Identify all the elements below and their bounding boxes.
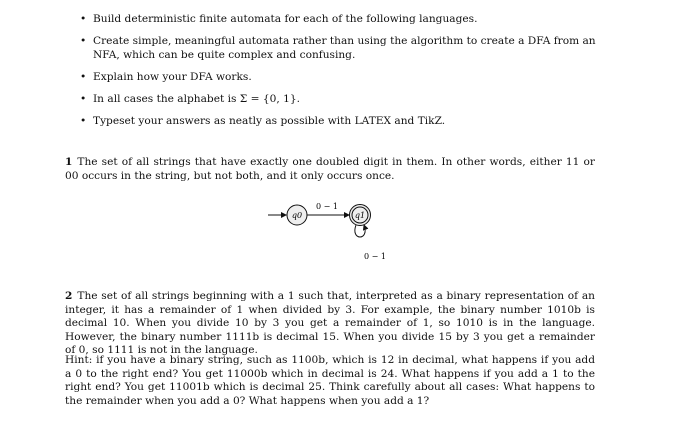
problem-number: 2 (65, 290, 73, 302)
problem-1 (65, 156, 595, 183)
dfa-diagram (260, 198, 400, 268)
bullet-icon: • (80, 70, 87, 83)
instruction-item: • In all cases the alphabet is Σ = {0, 1}. (80, 92, 300, 105)
instruction-item: • Build deterministic finite automata for each of the following languages. (80, 13, 478, 25)
hint-paragraph: Hint: if you have a binary string, such as 1100b, which is 12 in decimal, what happens if you add a 0 to the right end? You get 11000b which in decimal is 24. What happens if you add a 1 to the right end? You get 11001b which is decimal 25. Think carefully about all cases: What happens to the remainder when you add a 0? What happens when you add a 1? (65, 354, 595, 407)
self-loop-q1 (355, 225, 365, 237)
problem-2 (65, 290, 595, 358)
instructions-list (80, 13, 600, 137)
instruction-item: • Explain how your DFA works. (80, 70, 252, 83)
state-q0-label: q0 (291, 211, 303, 220)
problem-text: The set of all strings that have exactly one doubled digit in them. In other words, either 11 or 00 occurs in the string, but not both, and it only occurs once. (65, 156, 595, 182)
loop-label: 0 − 1 (364, 252, 386, 261)
bullet-icon: • (80, 92, 87, 105)
instruction-item: • Typeset your answers as neatly as possible with LATEX and TikZ. (80, 114, 446, 127)
bullet-icon: • (80, 114, 87, 127)
bullet-icon: • (80, 13, 87, 25)
problem-text: The set of all strings beginning with a 1 such that, interpreted as a binary representation of an integer, it has a remainder of 1 when divided by 3. For example, the binary number 1010b is decimal 10. When you divide 10 by 3 you get a remainder of 1, so 1010 is in the language. However, the binary number 1111b is decimal 15. When you divide 15 by 3 you get a remainder of 0, so 1111 is not in the language. (65, 290, 595, 357)
state-q1-label: q1 (354, 211, 366, 220)
bullet-icon: • (80, 34, 87, 47)
instruction-item: • Create simple, meaningful automata rather than using the algorithm to create a DFA from an NFA, which can be quite complex and confusing. (80, 34, 596, 61)
problem-number: 1 (65, 156, 73, 168)
transition-label: 0 − 1 (316, 202, 338, 211)
